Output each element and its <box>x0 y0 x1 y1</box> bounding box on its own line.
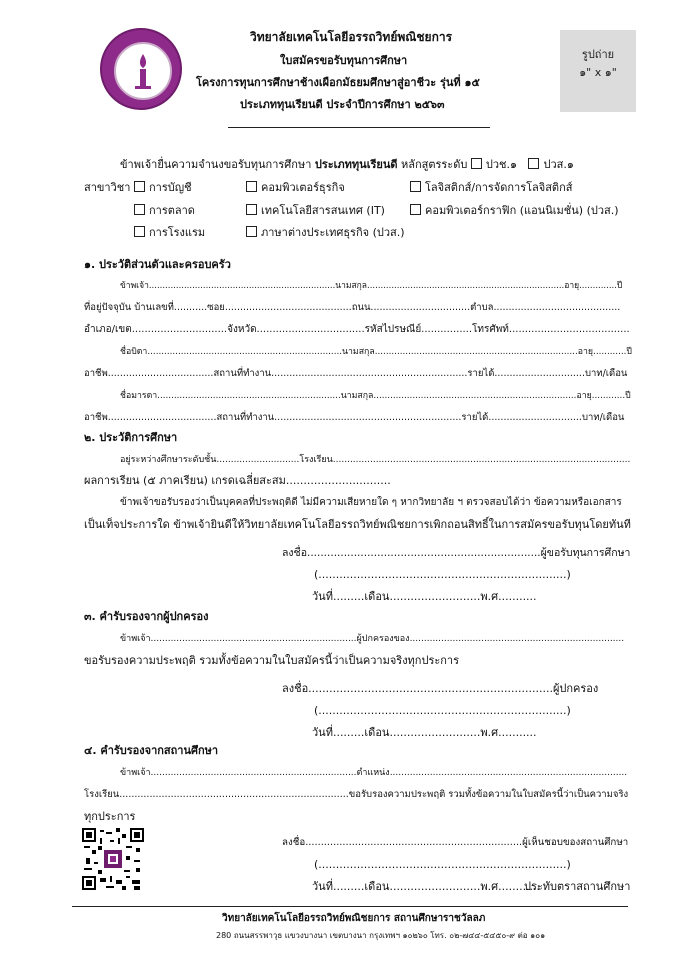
major-option: คอมพิวเตอร์กราฟิก (แอนนิเมชั่น) (ปวส.) <box>410 204 619 218</box>
major-checkbox[interactable] <box>246 226 257 237</box>
field-line-mother-job[interactable]: อาชีพ....................................สถานที่ทำงาน..............................................................รายได้...............................บาท/เดือน <box>84 412 625 423</box>
photo-label: รูปถ่าย <box>581 48 615 61</box>
level-pvc1-label: ปวช.๑ <box>485 158 517 171</box>
footer-divider <box>72 906 628 907</box>
major-checkbox[interactable] <box>134 204 145 215</box>
section2-title: ๒. ประวัติการศึกษา <box>84 431 178 444</box>
section4-title: ๔. คำรับรองจากสถานศึกษา <box>84 744 219 757</box>
college-logo <box>100 28 182 110</box>
major-option: เทคโนโลยีสารสนเทศ (IT) <box>246 204 385 218</box>
guardian-certify-text: ขอรับรองความประพฤติ รวมทั้งข้อความในใบสมัครนี้ว่าเป็นความจริงทุกประการ <box>84 654 460 667</box>
field-line-mother[interactable]: ชื่อมารดา..................................................................นามสกุล.........................................................................อายุ............ปี <box>120 391 631 401</box>
field-line-gpa[interactable]: ผลการเรียน (๕ ภาคเรียน) เกรดเฉลี่ยสะสม.............................. <box>84 474 391 487</box>
level-pvs1-label: ปวส.๑ <box>543 158 574 171</box>
field-line-name[interactable]: ข้าพเจ้า.....................................................................นามสกุล.........................................................................อายุ..............ปี <box>120 281 623 291</box>
school-name-paren[interactable]: (.......................................................................) <box>314 858 571 871</box>
major-checkbox[interactable] <box>410 204 421 215</box>
field-line-guardian[interactable]: ข้าพเจ้า........................................................................ผู้ปกครองของ........................................................................... <box>120 634 625 644</box>
major-option: การบัญชี <box>134 181 192 195</box>
guardian-name-paren[interactable]: (.......................................................................) <box>314 704 571 717</box>
major-option: โลจิสติกส์/การจัดการโลจิสติกส์ <box>410 181 572 195</box>
torch-emblem-icon <box>114 42 172 100</box>
field-line-school[interactable]: โรงเรียน............................................................................ขอรับรองความประพฤติ รวมทั้งข้อความในใบสมัครนี้ว่าเป็นความจริง <box>84 789 629 800</box>
applicant-name-paren[interactable]: (.......................................................................) <box>314 568 571 581</box>
major-checkbox[interactable] <box>134 226 145 237</box>
form-title: ใบสมัครขอรับทุนการศึกษา <box>280 54 408 67</box>
school-stamp-label: ประทับตราสถานศึกษา <box>524 880 631 893</box>
checkbox-pvs1[interactable] <box>528 158 539 169</box>
guardian-date-line[interactable]: วันที่.........เดือน..........................พ.ศ........... <box>312 726 537 739</box>
field-line-father[interactable]: ชื่อบิดา......................................................................นามสกุล.........................................................................อายุ............ปี <box>120 347 632 357</box>
title-underline <box>228 127 490 128</box>
level-label: หลักสูตรระดับ <box>400 158 468 171</box>
major-option: ภาษาต่างประเทศธุรกิจ (ปวส.) <box>246 226 405 240</box>
major-checkbox[interactable] <box>410 181 421 192</box>
school-certify-end: ทุกประการ <box>84 810 136 823</box>
photo-size: ๑" x ๑" <box>579 66 617 79</box>
field-line-address[interactable]: ที่อยู่ปัจจุบัน บ้านเลขที่...........ซอย..........................................ถนน.................................ตำบล.......................................... <box>84 302 621 313</box>
guardian-signature-line[interactable]: ลงชื่อ......................................................................ผู้ปกครอง <box>282 682 599 695</box>
certification-line2: เป็นเท็จประการใด ข้าพเจ้ายินดีให้วิทยาลัยเทคโนโลยีอรรถวิทย์พณิชยการเพิกถอนสิทธิ์ในการสมัครขอรับทุนโดยทันที <box>84 518 631 531</box>
school-date-line[interactable]: วันที่.........เดือน..........................พ.ศ............ <box>312 880 541 893</box>
checkbox-pvc1[interactable] <box>471 158 482 169</box>
qr-code-icon <box>82 828 144 890</box>
footer-address: 280 ถนนสรรพาวุธ แขวงบางนา เขตบางนา กรุงเทพฯ ๑๐๒๖๐ โทร. ๐๒-๗๔๔-๕๔๕๐-๙ ต่อ ๑๐๑ <box>216 931 546 940</box>
section3-title: ๓. คำรับรองจากผู้ปกครอง <box>84 610 209 623</box>
field-line-school-officer[interactable]: ข้าพเจ้า........................................................................ตำแหน่ง................................................................................... <box>120 768 628 778</box>
college-name: วิทยาลัยเทคโนโลยีอรรถวิทย์พณิชยการ <box>250 30 453 44</box>
intro-text: ข้าพเจ้ายื่นความจำนงขอรับทุนการศึกษา <box>120 158 312 171</box>
footer-college: วิทยาลัยเทคโนโลยีอรรถวิทย์พณิชยการ สถานศึกษาราชวัลลภ <box>222 913 486 924</box>
major-checkbox[interactable] <box>246 204 257 215</box>
field-line-district[interactable]: อำเภอ/เขต..............................จังหวัด..................................รหัสไปรษณีย์................โทรศัพท์...................................... <box>84 324 630 335</box>
section1-title: ๑. ประวัติส่วนตัวและครอบครัว <box>84 258 231 271</box>
major-checkbox[interactable] <box>246 181 257 192</box>
photo-box <box>560 30 636 112</box>
certification-line1: ข้าพเจ้าขอรับรองว่าเป็นบุคคลที่ประพฤติดี ไม่มีความเสียหายใด ๆ หากวิทยาลัย ฯ ตรวจสอบได้ว่า ข้อความหรือเอกสาร <box>120 497 622 508</box>
intro-type: ประเภททุนเรียนดี <box>314 158 398 171</box>
school-signature-line[interactable]: ลงชื่อ......................................................................ผู้เห็นชอบของสถานศึกษา <box>282 837 629 848</box>
scholarship-type-year: ประเภททุนเรียนดี ประจำปีการศึกษา ๒๕๖๓ <box>240 98 445 111</box>
major-option: การโรงแรม <box>134 226 205 240</box>
major-option: การตลาด <box>134 204 195 218</box>
majors-label: สาขาวิชา <box>84 181 131 194</box>
applicant-signature-line[interactable]: ลงชื่อ......................................................................ผู้ขอรับทุนการศึกษา <box>282 547 631 559</box>
major-checkbox[interactable] <box>134 181 145 192</box>
field-line-father-job[interactable]: อาชีพ...................................สถานที่ทำงาน.................................................................รายได้..............................บาท/เดือน <box>84 368 628 379</box>
field-line-study-level[interactable]: อยู่ระหว่างศึกษาระดับชั้น.............................โรงเรียน........................................................................................................ <box>120 455 631 465</box>
project-title: โครงการทุนการศึกษาช้างเผือกมัธยมศึกษาสู่อาชีวะ รุ่นที่ ๑๕ <box>196 76 480 89</box>
applicant-date-line[interactable]: วันที่.........เดือน..........................พ.ศ........... <box>312 590 537 603</box>
major-option: คอมพิวเตอร์ธุรกิจ <box>246 181 345 195</box>
intro-line <box>120 158 574 172</box>
